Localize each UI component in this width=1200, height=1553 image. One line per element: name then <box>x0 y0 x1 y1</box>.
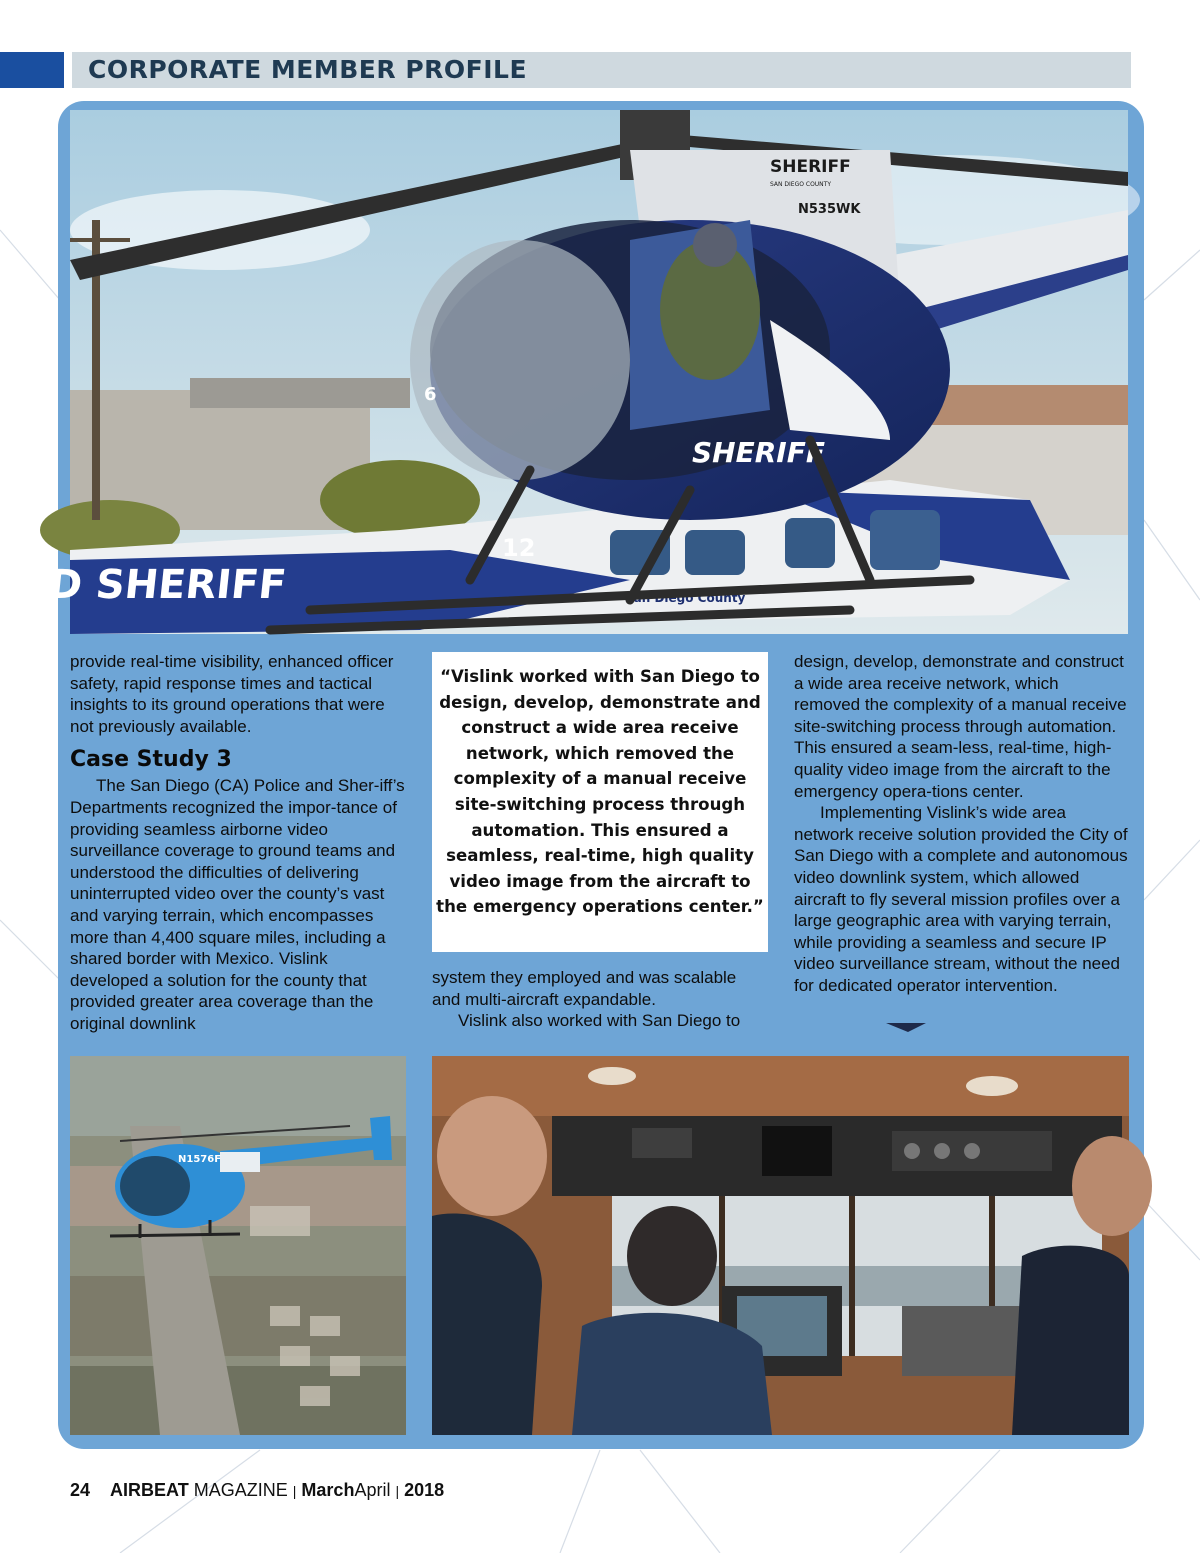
rear-heli-number: 12 <box>502 534 536 562</box>
column-1 <box>70 651 405 1035</box>
footer-separator-1: | <box>292 1483 297 1499</box>
bottom-right-photo-boat-cabin <box>432 1056 1129 1435</box>
section-title: CORPORATE MEMBER PROFILE <box>88 55 528 84</box>
front-heli-label: SHERIFF <box>770 157 851 177</box>
col2-paragraph-1: system they employed and was scalable and multi-aircraft expandable. <box>432 968 737 1009</box>
footer-brand: AIRBEAT <box>110 1480 189 1500</box>
col1-intro-paragraph: provide real-time visibility, enhanced officer safety, rapid response times and tactical insights to its ground operations that were not previously available. <box>70 652 394 736</box>
aerial-tail-number: N1576F <box>178 1154 222 1165</box>
rear-heli-label: SD SHERIFF <box>17 562 289 608</box>
footer-month-1: March <box>301 1480 355 1500</box>
col3-paragraph-1: design, develop, demonstrate and construct a wide area receive network, which removed the complexity of a manual receive site-switching process through automation. This ensured a seam-less, real-time, high-quality video image from the aircraft to the emergency opera-tions center. <box>794 652 1127 801</box>
bottom-left-photo-aerial-helicopter <box>70 1056 406 1435</box>
column-2 <box>432 967 768 1032</box>
front-heli-sublabel: SAN DIEGO COUNTY <box>770 181 832 188</box>
col3-paragraph-2: Implementing Vislink’s wide area network receive solution provided the City of San Diego with a complete and autonomous video downlink system, which allowed aircraft to fly several mission profiles over a large geographic area with varying terrain, while providing a seamless and secure IP video surveillance stream, without the need for dedicated operator intervention. <box>794 803 1128 995</box>
col2-paragraph-2: Vislink also worked with San Diego to <box>458 1011 741 1031</box>
skid-label: SHERIFF <box>692 436 825 469</box>
tail-number: N535WK <box>798 202 861 217</box>
col1-case-paragraph: The San Diego (CA) Police and Sher-iff’s Departments recognized the impor-tance of providing seamless airborne video surveillance coverage to ground teams and understood the difficulties of delivering uninterrupted video over the county’s vast and varying terrain, which encompasses more than 4,400 square miles, including a shared border with Mexico. Vislink developed a solution for the county that provided greater area coverage than the original downlink <box>70 776 405 1033</box>
case-study-heading: Case Study 3 <box>70 747 232 773</box>
end-mark-icon <box>886 1021 926 1033</box>
rear-heli-sublabel: San Diego County <box>625 591 746 605</box>
pull-quote-text: “Vislink worked with San Diego to design, develop, demonstrate and construct a wide area receive network, which removed the complexity of a manual receive site-switching process through automation. This ensured a seamless, real-time, high quality video image from the aircraft to the emergency operations center.” <box>436 667 764 917</box>
footer-month-2: April <box>354 1480 391 1500</box>
footer-year: 2018 <box>404 1480 445 1500</box>
nose-number: 6 <box>424 384 437 405</box>
column-3 <box>794 651 1129 997</box>
footer-magazine: MAGAZINE <box>193 1480 288 1500</box>
pull-quote-box <box>432 652 768 952</box>
header-accent-block <box>0 52 64 88</box>
top-photo-sheriff-helicopters <box>17 110 1128 634</box>
page-footer <box>70 1480 444 1501</box>
page-number: 24 <box>70 1480 91 1500</box>
footer-separator-2: | <box>395 1483 400 1499</box>
